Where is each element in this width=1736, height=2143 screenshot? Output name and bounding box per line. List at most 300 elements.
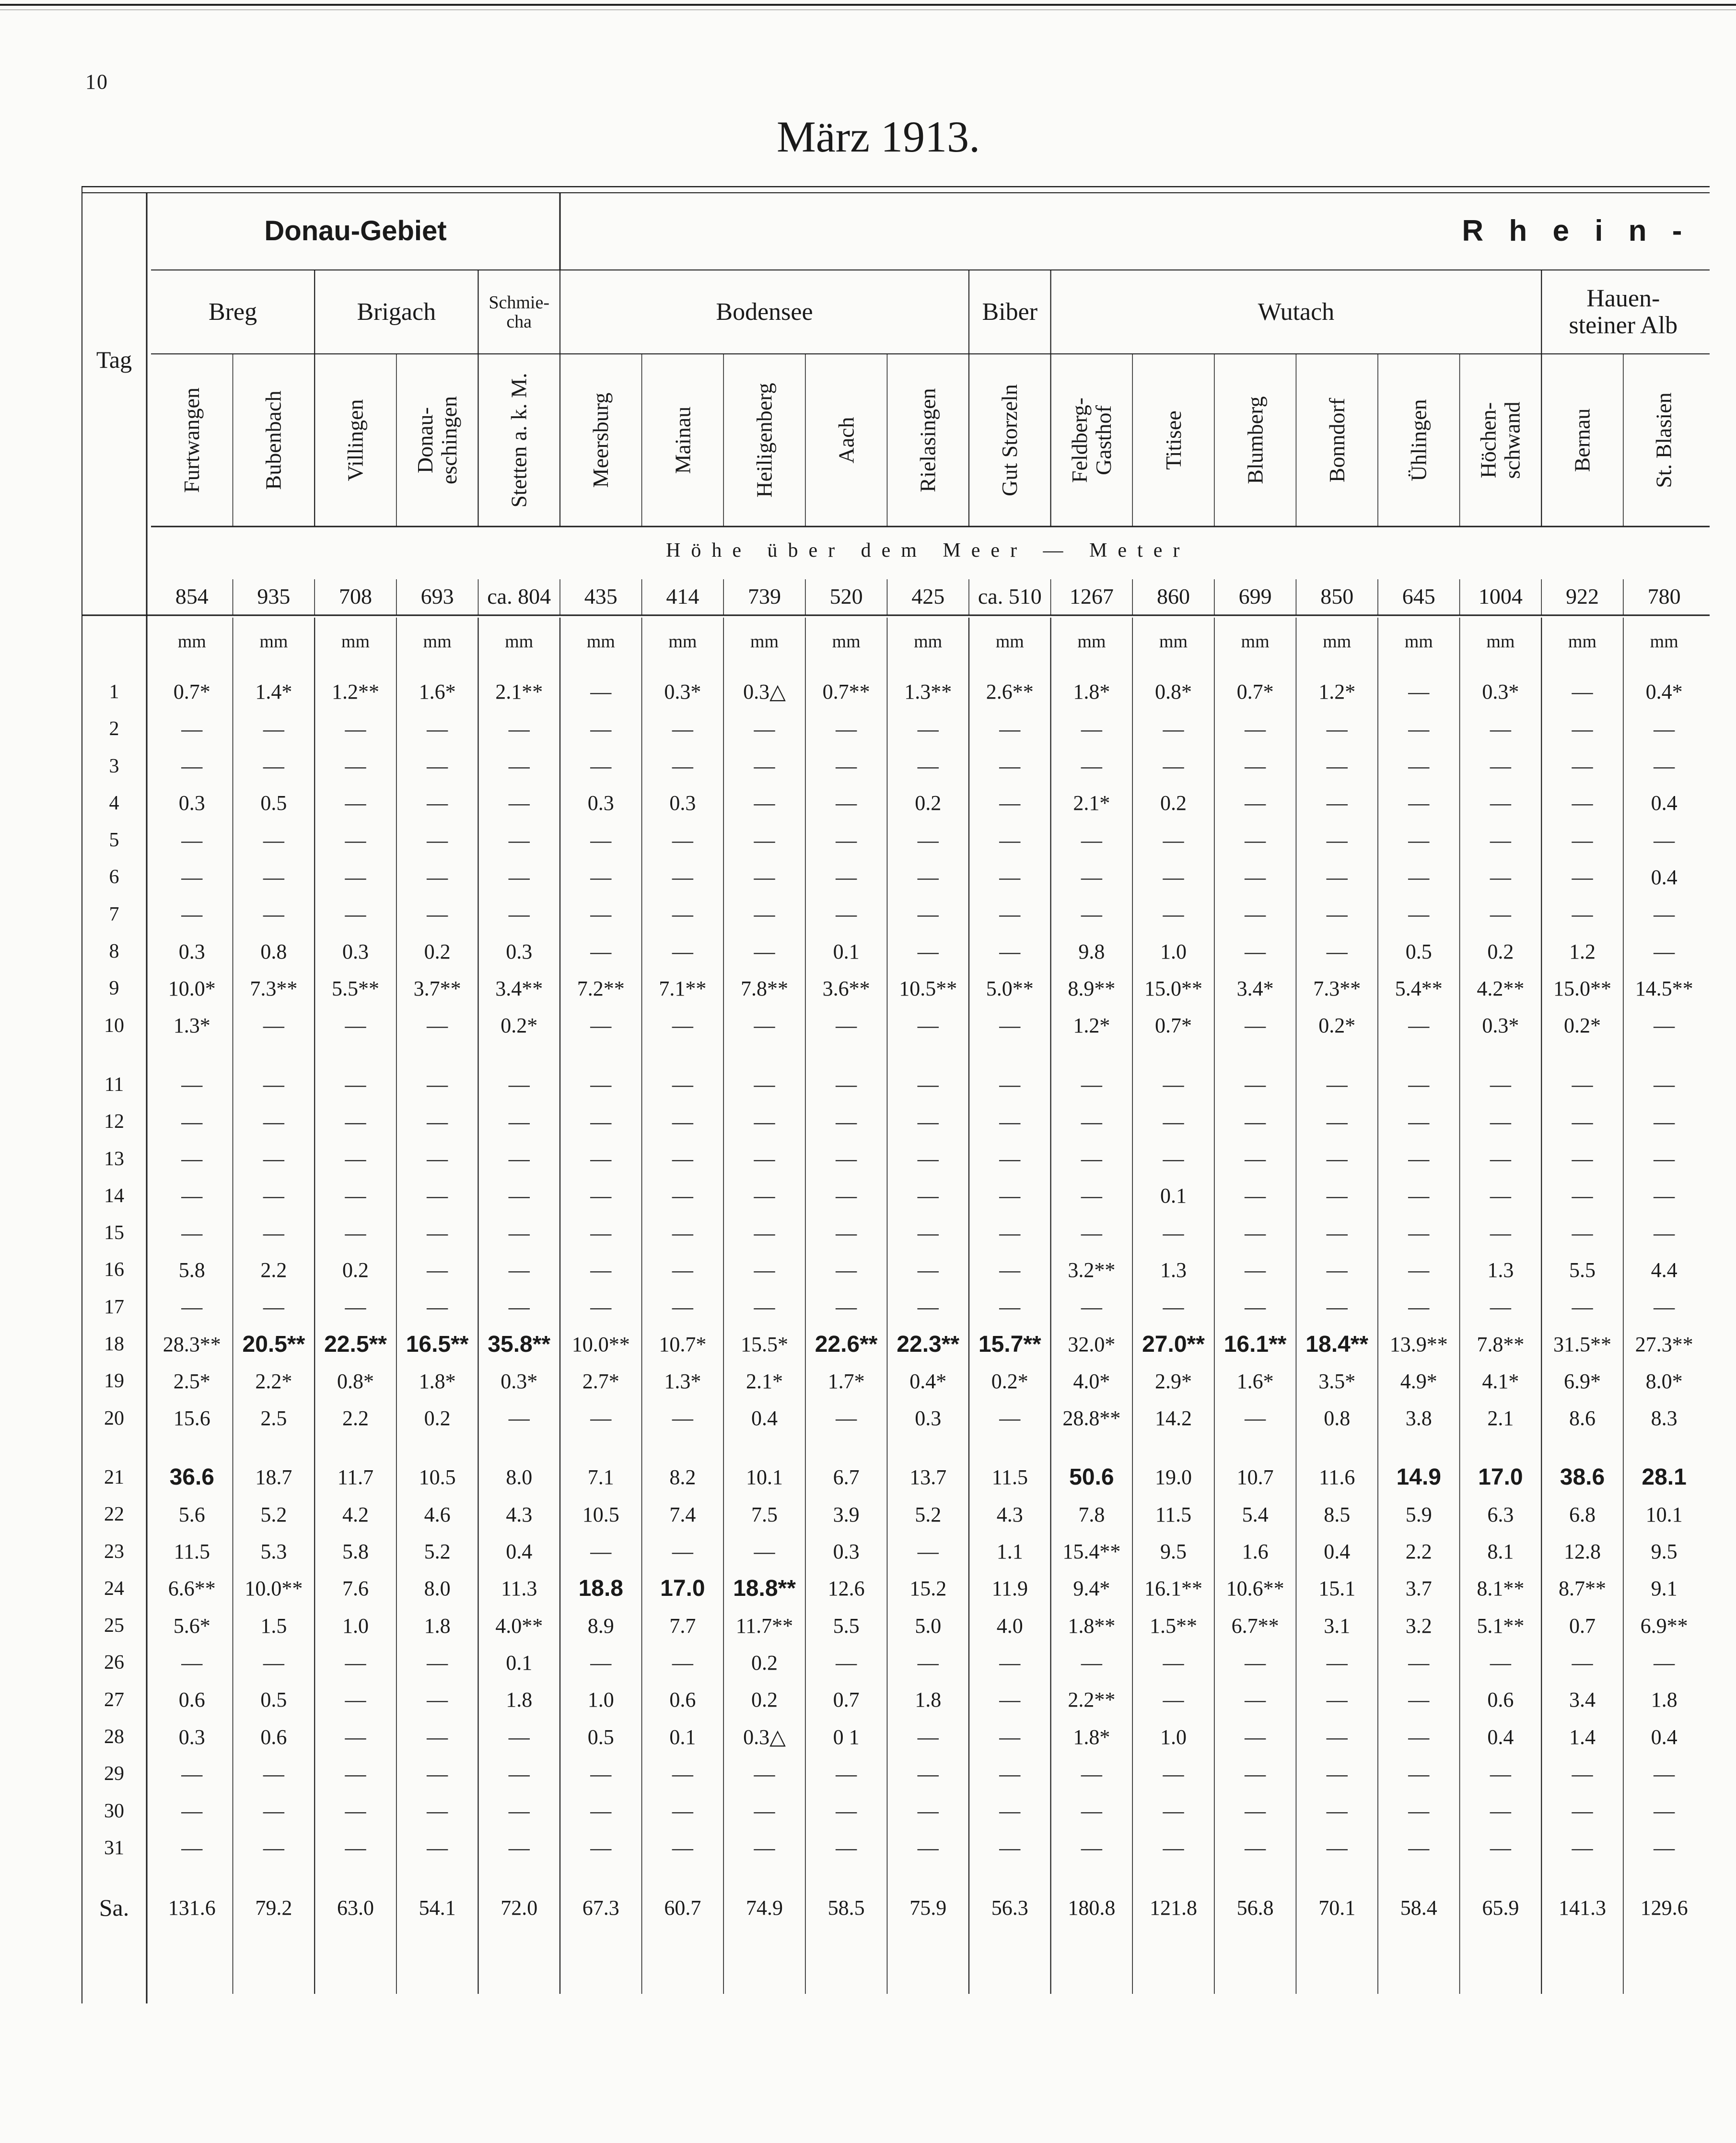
station-name bbox=[887, 354, 969, 527]
precipitation-value: 0.8 bbox=[260, 939, 287, 963]
precipitation-value: — bbox=[1245, 1110, 1266, 1134]
precipitation-value: 20.5** bbox=[242, 1331, 305, 1357]
precipitation-value: — bbox=[836, 1221, 857, 1245]
precipitation-value: — bbox=[672, 1406, 693, 1430]
precipitation-value: — bbox=[590, 717, 612, 741]
precipitation-value: 2.1* bbox=[1073, 791, 1110, 815]
precipitation-value: 1.6* bbox=[419, 680, 456, 704]
precipitation-value: 11.7 bbox=[337, 1465, 374, 1489]
precipitation-value: 4.9* bbox=[1400, 1369, 1437, 1393]
precipitation-value: 12.8 bbox=[1563, 1540, 1601, 1564]
station-name bbox=[969, 354, 1051, 527]
precipitation-value: 2.2** bbox=[1068, 1688, 1116, 1712]
station-height: 425 bbox=[911, 584, 945, 609]
precipitation-value: — bbox=[754, 1221, 775, 1245]
precipitation-value: — bbox=[999, 754, 1021, 778]
precipitation-value: 10.0* bbox=[168, 976, 216, 1000]
precipitation-value: — bbox=[1408, 754, 1430, 778]
precipitation-value: 4.3 bbox=[506, 1502, 533, 1526]
precipitation-value: — bbox=[754, 1147, 775, 1171]
station-name-label: Rielasingen bbox=[915, 388, 940, 492]
precipitation-value: — bbox=[1654, 1110, 1675, 1134]
precipitation-value: — bbox=[1245, 1762, 1266, 1786]
precipitation-value: — bbox=[345, 1651, 366, 1675]
precipitation-value: 1.5** bbox=[1149, 1614, 1197, 1638]
day-number: 24 bbox=[104, 1577, 124, 1600]
station-name-label: Feldberg- Gasthof bbox=[1067, 397, 1116, 483]
precipitation-value: — bbox=[1654, 1295, 1675, 1319]
precipitation-value: 1.8 bbox=[1651, 1688, 1678, 1712]
station-name bbox=[642, 354, 724, 527]
precipitation-value: — bbox=[754, 791, 775, 815]
precipitation-value: — bbox=[836, 1073, 857, 1097]
precipitation-value: — bbox=[263, 1295, 284, 1319]
precipitation-value: 1.8* bbox=[1073, 680, 1110, 704]
day-number: 31 bbox=[104, 1837, 124, 1859]
precipitation-value: — bbox=[999, 1688, 1021, 1712]
precipitation-value: — bbox=[590, 1014, 612, 1038]
precipitation-value: 2.6** bbox=[986, 680, 1034, 704]
precipitation-value: 0.2 bbox=[915, 791, 942, 815]
day-number: 23 bbox=[104, 1540, 124, 1563]
precipitation-value: — bbox=[263, 754, 284, 778]
precipitation-value: 9.5 bbox=[1651, 1540, 1678, 1564]
precipitation-value: — bbox=[1408, 865, 1430, 889]
station-height: 850 bbox=[1320, 584, 1354, 609]
precipitation-value: — bbox=[754, 1073, 775, 1097]
monthly-sum: 67.3 bbox=[582, 1896, 619, 1920]
precipitation-value: 9.4* bbox=[1073, 1577, 1110, 1601]
precipitation-value: 1.3* bbox=[173, 1014, 210, 1038]
precipitation-value: — bbox=[1081, 828, 1102, 852]
precipitation-value: — bbox=[999, 1110, 1021, 1134]
precipitation-value: — bbox=[917, 828, 939, 852]
precipitation-value: — bbox=[1326, 1258, 1348, 1282]
precipitation-value: — bbox=[590, 1799, 612, 1823]
day-number: 19 bbox=[104, 1370, 124, 1393]
precipitation-value: 31.5** bbox=[1553, 1332, 1611, 1356]
precipitation-value: — bbox=[672, 1651, 693, 1675]
precipitation-value: 1.8** bbox=[1068, 1614, 1116, 1638]
precipitation-value: — bbox=[1163, 1073, 1184, 1097]
precipitation-value: 15.5* bbox=[740, 1332, 788, 1356]
precipitation-value: — bbox=[999, 1651, 1021, 1675]
precipitation-value: — bbox=[345, 1836, 366, 1860]
precipitation-value: — bbox=[754, 1799, 775, 1823]
precipitation-value: — bbox=[917, 1725, 939, 1749]
precipitation-value: — bbox=[1326, 1147, 1348, 1171]
subregion-header: Wutach bbox=[1258, 298, 1335, 326]
precipitation-value: — bbox=[1245, 1295, 1266, 1319]
region-header: Donau-Gebiet bbox=[264, 215, 447, 246]
day-number: 6 bbox=[109, 866, 119, 889]
precipitation-value: — bbox=[181, 902, 203, 926]
precipitation-value: — bbox=[917, 1184, 939, 1208]
precipitation-value: 1.0 bbox=[1160, 1725, 1187, 1749]
precipitation-value: — bbox=[1408, 1725, 1430, 1749]
day-number: 11 bbox=[104, 1073, 124, 1096]
precipitation-value: — bbox=[1163, 1836, 1184, 1860]
precipitation-value: 0.6 bbox=[178, 1688, 205, 1712]
precipitation-value: 0.7 bbox=[833, 1688, 860, 1712]
station-height: 854 bbox=[175, 584, 209, 609]
precipitation-value: — bbox=[999, 1073, 1021, 1097]
precipitation-value: — bbox=[1245, 1688, 1266, 1712]
precipitation-value: — bbox=[427, 717, 448, 741]
precipitation-value: — bbox=[1490, 865, 1511, 889]
precipitation-value: 7.8** bbox=[1477, 1332, 1525, 1356]
precipitation-value: — bbox=[836, 1184, 857, 1208]
precipitation-value: 28.8** bbox=[1062, 1406, 1121, 1430]
station-name bbox=[1378, 354, 1460, 527]
precipitation-value: — bbox=[754, 1295, 775, 1319]
station-name-label: Gut Storzeln bbox=[997, 384, 1022, 496]
precipitation-value: 8.0* bbox=[1645, 1369, 1683, 1393]
precipitation-value: 3.8 bbox=[1405, 1406, 1432, 1430]
precipitation-value: 1.4 bbox=[1569, 1725, 1596, 1749]
precipitation-value: 0.3 bbox=[669, 791, 696, 815]
day-number: 9 bbox=[109, 977, 119, 1000]
precipitation-value: — bbox=[1572, 828, 1593, 852]
precipitation-value: — bbox=[1163, 865, 1184, 889]
precipitation-value: — bbox=[1572, 717, 1593, 741]
precipitation-value: — bbox=[836, 1258, 857, 1282]
precipitation-value: — bbox=[917, 1540, 939, 1564]
precipitation-value: 0.4* bbox=[909, 1369, 947, 1393]
precipitation-value: — bbox=[999, 865, 1021, 889]
precipitation-value: — bbox=[1408, 1762, 1430, 1786]
precipitation-value: 3.9 bbox=[833, 1502, 860, 1526]
station-name-label: Titisee bbox=[1161, 410, 1186, 470]
precipitation-value: — bbox=[1408, 828, 1430, 852]
unit-label: mm bbox=[1241, 632, 1270, 652]
precipitation-value: — bbox=[1326, 939, 1348, 963]
precipitation-value: — bbox=[1081, 1836, 1102, 1860]
monthly-sum: 79.2 bbox=[255, 1896, 292, 1920]
precipitation-value: — bbox=[1408, 791, 1430, 815]
precipitation-value: — bbox=[1163, 1147, 1184, 1171]
precipitation-value: — bbox=[1572, 1147, 1593, 1171]
precipitation-value: — bbox=[1245, 1406, 1266, 1430]
precipitation-value: 4.0 bbox=[996, 1614, 1023, 1638]
precipitation-value: — bbox=[836, 828, 857, 852]
precipitation-value: 19.0 bbox=[1154, 1465, 1192, 1489]
precipitation-value: 1.2* bbox=[1318, 680, 1356, 704]
monthly-sum: 56.3 bbox=[991, 1896, 1028, 1920]
precipitation-value: 8.9** bbox=[1068, 976, 1116, 1000]
station-height: 520 bbox=[829, 584, 863, 609]
precipitation-value: 6.9** bbox=[1640, 1614, 1688, 1638]
precipitation-value: 27.3** bbox=[1635, 1332, 1693, 1356]
precipitation-value: — bbox=[1081, 1221, 1102, 1245]
precipitation-value: — bbox=[345, 828, 366, 852]
precipitation-value: — bbox=[1572, 1110, 1593, 1134]
precipitation-value: — bbox=[1408, 1184, 1430, 1208]
precipitation-value: — bbox=[672, 1836, 693, 1860]
station-name-label: Furtwangen bbox=[179, 387, 204, 493]
precipitation-value: — bbox=[754, 865, 775, 889]
day-number: 5 bbox=[109, 829, 119, 852]
precipitation-value: — bbox=[1654, 828, 1675, 852]
precipitation-value: — bbox=[1572, 902, 1593, 926]
page-title: März 1913. bbox=[777, 112, 980, 161]
unit-label: mm bbox=[505, 632, 534, 652]
precipitation-value: 13.7 bbox=[909, 1465, 947, 1489]
region-header: R h e i n - bbox=[1462, 214, 1691, 247]
precipitation-value: — bbox=[1081, 1799, 1102, 1823]
precipitation-value: 1.2 bbox=[1569, 939, 1596, 963]
precipitation-value: 15.0** bbox=[1553, 976, 1611, 1000]
precipitation-value: 0.3* bbox=[501, 1369, 538, 1393]
precipitation-value: 3.1 bbox=[1324, 1614, 1351, 1638]
precipitation-value: 11.6 bbox=[1319, 1465, 1355, 1489]
station-name-label: Höchen- schwand bbox=[1476, 401, 1525, 479]
precipitation-value: — bbox=[1163, 1799, 1184, 1823]
precipitation-value: 1.2** bbox=[331, 680, 379, 704]
precipitation-value: 10.5** bbox=[899, 976, 957, 1000]
precipitation-value: — bbox=[754, 1540, 775, 1564]
precipitation-value: — bbox=[263, 1184, 284, 1208]
precipitation-value: 9.1 bbox=[1651, 1577, 1678, 1601]
precipitation-value: — bbox=[590, 902, 612, 926]
precipitation-value: 1.6* bbox=[1236, 1369, 1274, 1393]
precipitation-value: 0.1 bbox=[669, 1725, 696, 1749]
precipitation-value: — bbox=[345, 1110, 366, 1134]
precipitation-value: 10.7* bbox=[659, 1332, 707, 1356]
monthly-sum: 131.6 bbox=[168, 1896, 216, 1920]
precipitation-value: 8.9 bbox=[587, 1614, 614, 1638]
precipitation-value: — bbox=[1163, 902, 1184, 926]
precipitation-value: — bbox=[1654, 1014, 1675, 1038]
precipitation-value: — bbox=[1654, 1147, 1675, 1171]
station-name-label: Meersburg bbox=[588, 392, 613, 488]
precipitation-value: 4.3 bbox=[996, 1502, 1023, 1526]
station-height: 414 bbox=[666, 584, 699, 609]
precipitation-value: — bbox=[590, 1406, 612, 1430]
precipitation-value: 1.7* bbox=[827, 1369, 865, 1393]
precipitation-value: — bbox=[427, 1014, 448, 1038]
precipitation-value: — bbox=[1326, 791, 1348, 815]
precipitation-value: — bbox=[1081, 1073, 1102, 1097]
precipitation-value: — bbox=[590, 1110, 612, 1134]
precipitation-value: 4.6 bbox=[424, 1502, 451, 1526]
height-caption: Höhe über dem Meer — Meter bbox=[666, 539, 1190, 562]
precipitation-value: 0.5 bbox=[1405, 939, 1432, 963]
unit-label: mm bbox=[586, 632, 615, 652]
precipitation-value: — bbox=[754, 939, 775, 963]
precipitation-value: 0.7* bbox=[1154, 1014, 1192, 1038]
precipitation-value: — bbox=[1326, 1836, 1348, 1860]
precipitation-value: — bbox=[508, 1073, 530, 1097]
station-name-label: Aach bbox=[834, 417, 859, 464]
precipitation-value: — bbox=[836, 1799, 857, 1823]
precipitation-value: — bbox=[917, 865, 939, 889]
precipitation-value: 27.0** bbox=[1142, 1331, 1205, 1357]
precipitation-value: 14.5** bbox=[1635, 976, 1693, 1000]
precipitation-value: — bbox=[1326, 865, 1348, 889]
precipitation-value: — bbox=[263, 902, 284, 926]
precipitation-value: — bbox=[917, 754, 939, 778]
precipitation-value: — bbox=[427, 902, 448, 926]
precipitation-value: 0.6 bbox=[260, 1725, 287, 1749]
monthly-sum: 56.8 bbox=[1236, 1896, 1274, 1920]
precipitation-value: — bbox=[1572, 791, 1593, 815]
precipitation-value: — bbox=[754, 828, 775, 852]
precipitation-value: — bbox=[1245, 1651, 1266, 1675]
precipitation-value: — bbox=[999, 1258, 1021, 1282]
precipitation-value: 4.4 bbox=[1651, 1258, 1678, 1282]
precipitation-value: — bbox=[836, 1110, 857, 1134]
tag-header: Tag bbox=[96, 346, 132, 373]
precipitation-value: — bbox=[427, 1725, 448, 1749]
precipitation-value: — bbox=[1081, 865, 1102, 889]
precipitation-value: 5.4 bbox=[1242, 1502, 1269, 1526]
precipitation-value: 7.8** bbox=[740, 976, 788, 1000]
precipitation-value: 1.3 bbox=[1487, 1258, 1514, 1282]
precipitation-value: — bbox=[590, 1221, 612, 1245]
precipitation-value: 1.8* bbox=[1073, 1725, 1110, 1749]
precipitation-value: 5.5** bbox=[331, 976, 379, 1000]
precipitation-value: — bbox=[1326, 1110, 1348, 1134]
precipitation-value: — bbox=[836, 865, 857, 889]
monthly-sum: 121.8 bbox=[1149, 1896, 1197, 1920]
precipitation-value: — bbox=[999, 717, 1021, 741]
station-name bbox=[1214, 354, 1296, 527]
monthly-sum: 58.4 bbox=[1400, 1896, 1437, 1920]
precipitation-value: 10.5 bbox=[582, 1502, 619, 1526]
precipitation-value: — bbox=[1408, 1799, 1430, 1823]
precipitation-value: 22.5** bbox=[324, 1331, 387, 1357]
precipitation-value: 1.3* bbox=[664, 1369, 701, 1393]
precipitation-value: 5.6 bbox=[178, 1502, 205, 1526]
station-name-label: Blumberg bbox=[1243, 396, 1268, 484]
unit-label: mm bbox=[832, 632, 861, 652]
precipitation-value: 0.1 bbox=[506, 1651, 533, 1675]
monthly-sum: 65.9 bbox=[1482, 1896, 1519, 1920]
precipitation-value: — bbox=[917, 902, 939, 926]
precipitation-value: 5.9 bbox=[1405, 1502, 1432, 1526]
precipitation-value: — bbox=[672, 717, 693, 741]
precipitation-value: 0.3 bbox=[587, 791, 614, 815]
precipitation-value: — bbox=[427, 1184, 448, 1208]
precipitation-value: — bbox=[1245, 865, 1266, 889]
precipitation-value: — bbox=[263, 1762, 284, 1786]
precipitation-value: — bbox=[672, 1540, 693, 1564]
precipitation-value: — bbox=[345, 1184, 366, 1208]
precipitation-value: 5.5 bbox=[833, 1614, 860, 1638]
station-height: 935 bbox=[257, 584, 291, 609]
precipitation-value: — bbox=[1163, 1221, 1184, 1245]
precipitation-value: — bbox=[263, 1014, 284, 1038]
precipitation-value: 11.5 bbox=[174, 1540, 210, 1564]
precipitation-value: 5.2 bbox=[915, 1502, 942, 1526]
day-number: 14 bbox=[104, 1184, 124, 1207]
precipitation-value: — bbox=[181, 865, 203, 889]
precipitation-value: — bbox=[590, 1258, 612, 1282]
precipitation-value: — bbox=[263, 865, 284, 889]
precipitation-value: 5.0** bbox=[986, 976, 1034, 1000]
precipitation-value: — bbox=[508, 1110, 530, 1134]
precipitation-value: — bbox=[672, 1147, 693, 1171]
precipitation-value: — bbox=[1326, 1688, 1348, 1712]
precipitation-value: 17.0 bbox=[660, 1576, 705, 1602]
precipitation-value: — bbox=[1163, 754, 1184, 778]
precipitation-value: 10.1 bbox=[746, 1465, 783, 1489]
precipitation-value: — bbox=[181, 717, 203, 741]
precipitation-value: — bbox=[1572, 865, 1593, 889]
precipitation-value: 0.3* bbox=[664, 680, 701, 704]
precipitation-value: 4.1* bbox=[1482, 1369, 1519, 1393]
precipitation-value: — bbox=[1245, 1221, 1266, 1245]
precipitation-value: — bbox=[672, 1110, 693, 1134]
precipitation-value: — bbox=[1245, 1184, 1266, 1208]
precipitation-value: 15.4** bbox=[1062, 1540, 1121, 1564]
precipitation-value: — bbox=[1572, 754, 1593, 778]
precipitation-value: 0.7 bbox=[1569, 1614, 1596, 1638]
precipitation-value: 4.0* bbox=[1073, 1369, 1110, 1393]
precipitation-value: — bbox=[427, 754, 448, 778]
precipitation-value: — bbox=[1408, 1073, 1430, 1097]
precipitation-value: 9.5 bbox=[1160, 1540, 1187, 1564]
precipitation-value: — bbox=[263, 1836, 284, 1860]
day-number: 7 bbox=[109, 903, 119, 925]
precipitation-value: 18.4** bbox=[1305, 1331, 1369, 1357]
precipitation-value: — bbox=[508, 1184, 530, 1208]
precipitation-value: — bbox=[1408, 680, 1430, 704]
precipitation-value: 10.7 bbox=[1236, 1465, 1274, 1489]
precipitation-value: — bbox=[1081, 1762, 1102, 1786]
precipitation-value: — bbox=[590, 1651, 612, 1675]
precipitation-value: 0.3 bbox=[342, 939, 369, 963]
precipitation-value: — bbox=[917, 1014, 939, 1038]
precipitation-value: 2.5 bbox=[260, 1406, 287, 1430]
precipitation-value: — bbox=[1490, 828, 1511, 852]
precipitation-value: 5.1** bbox=[1477, 1614, 1525, 1638]
monthly-sum: 72.0 bbox=[501, 1896, 538, 1920]
station-name-label: Mainau bbox=[670, 406, 695, 474]
precipitation-value: 7.3** bbox=[1313, 976, 1361, 1000]
precipitation-value: — bbox=[1572, 1221, 1593, 1245]
unit-label: mm bbox=[423, 632, 452, 652]
precipitation-value: 8.0 bbox=[506, 1465, 533, 1489]
precipitation-value: — bbox=[1326, 754, 1348, 778]
day-number: 25 bbox=[104, 1615, 124, 1637]
monthly-sum: 54.1 bbox=[419, 1896, 456, 1920]
precipitation-value: — bbox=[999, 1725, 1021, 1749]
precipitation-value: 0.5 bbox=[587, 1725, 614, 1749]
station-height: 780 bbox=[1647, 584, 1681, 609]
subregion-header: Bodensee bbox=[716, 298, 813, 326]
station-height: 1267 bbox=[1069, 584, 1114, 609]
precipitation-value: 2.9* bbox=[1154, 1369, 1192, 1393]
precipitation-value: 0.3 bbox=[178, 939, 205, 963]
precipitation-value: — bbox=[345, 902, 366, 926]
precipitation-value: 5.3 bbox=[260, 1540, 287, 1564]
precipitation-value: — bbox=[1163, 828, 1184, 852]
precipitation-value: — bbox=[836, 1651, 857, 1675]
precipitation-value: — bbox=[427, 1073, 448, 1097]
precipitation-value: 38.6 bbox=[1560, 1464, 1605, 1490]
monthly-sum: 75.9 bbox=[909, 1896, 947, 1920]
subregion-header: Breg bbox=[209, 298, 257, 326]
precipitation-value: — bbox=[590, 1762, 612, 1786]
station-name-label: Bonndorf bbox=[1324, 398, 1349, 483]
precipitation-value: — bbox=[1572, 1651, 1593, 1675]
precipitation-value: — bbox=[1326, 902, 1348, 926]
precipitation-value: — bbox=[1572, 1836, 1593, 1860]
precipitation-value: — bbox=[427, 828, 448, 852]
unit-label: mm bbox=[177, 632, 206, 652]
